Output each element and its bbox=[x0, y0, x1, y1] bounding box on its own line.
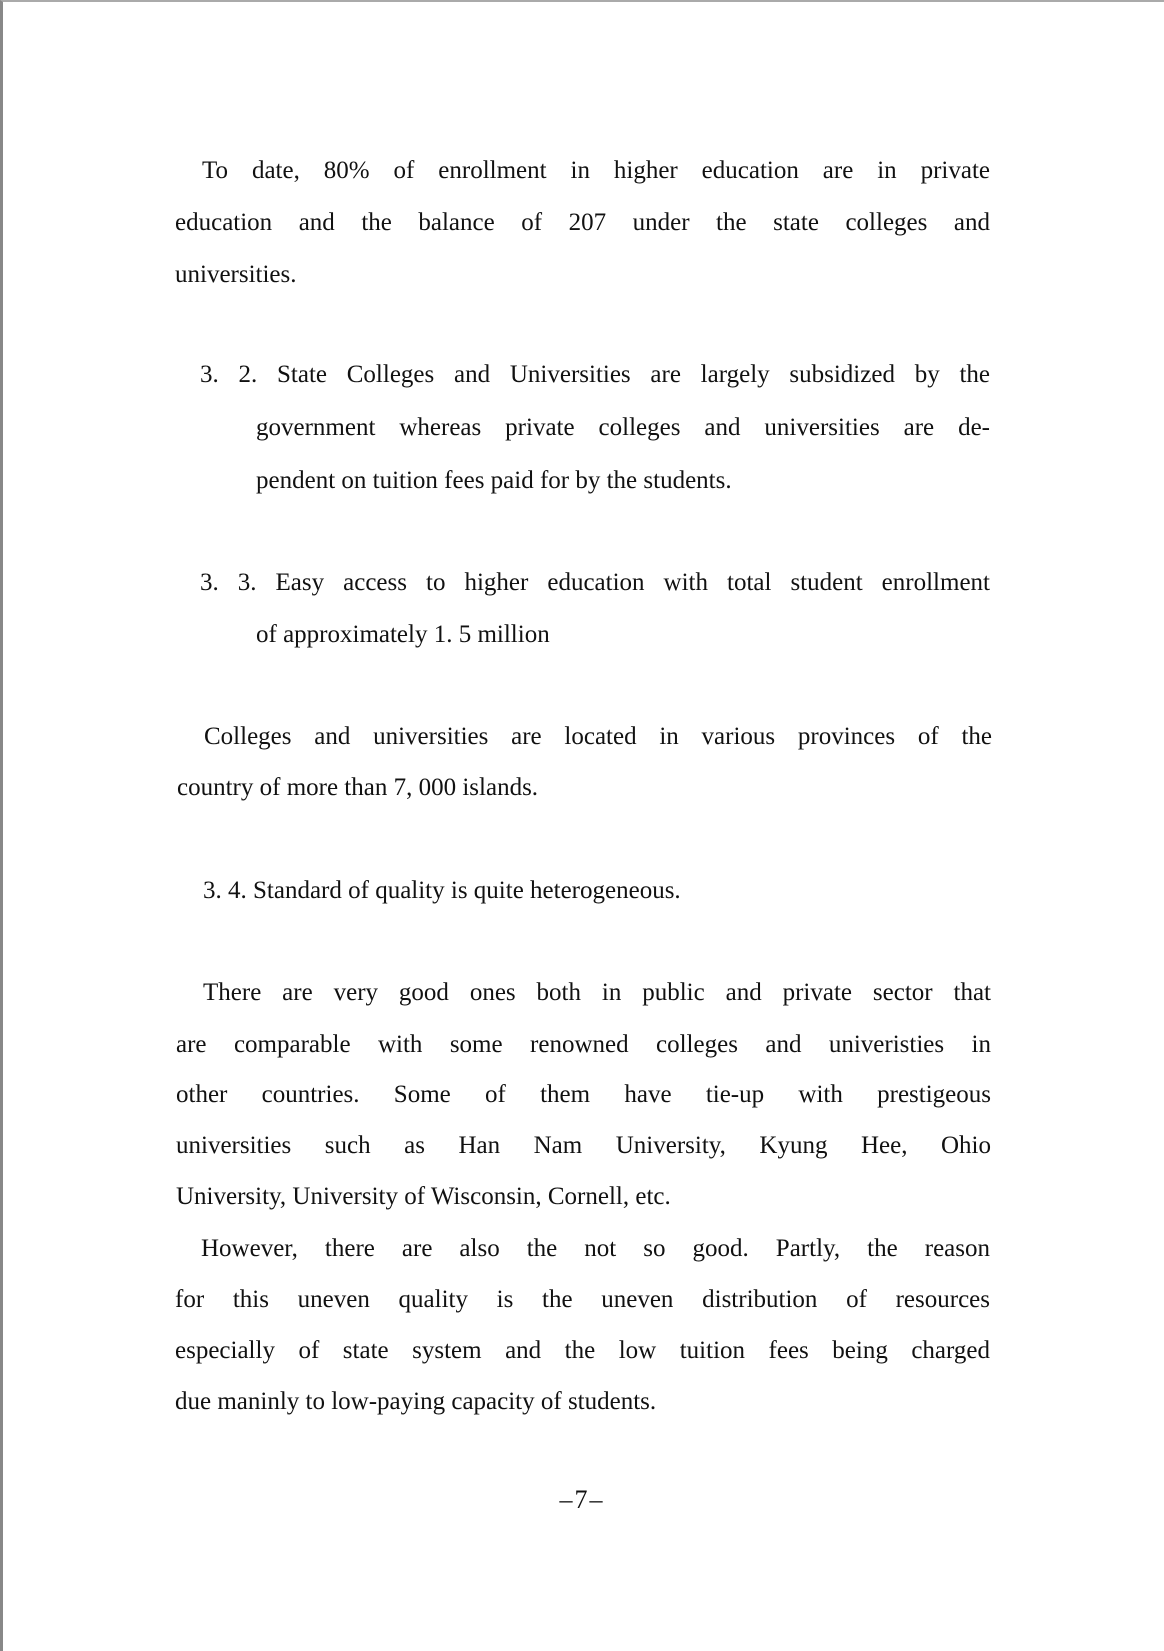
text-line: are comparable with some renowned colleges and univeristies in bbox=[176, 1031, 991, 1058]
text-line: There are very good ones both in public and private sector that bbox=[203, 979, 991, 1006]
text-line: pendent on tuition fees paid for by the students. bbox=[256, 467, 732, 494]
text-line: Colleges and universities are located in various provinces of the bbox=[204, 723, 992, 750]
text-line: universities. bbox=[175, 261, 297, 288]
text-line: especially of state system and the low tuition fees being charged bbox=[175, 1337, 990, 1364]
text-line: universities such as Han Nam University, Kyung Hee, Ohio bbox=[176, 1132, 991, 1159]
text-line: However, there are also the not so good. Partly, the reason bbox=[201, 1235, 990, 1262]
page-number: –7– bbox=[559, 1485, 605, 1514]
text-line: 3. 4. Standard of quality is quite heterogeneous. bbox=[203, 877, 681, 904]
text-line: University, University of Wisconsin, Cornell, etc. bbox=[176, 1183, 671, 1210]
text-line: 3. 2. State Colleges and Universities are largely subsidized by the bbox=[200, 361, 990, 388]
text-line: To date, 80% of enrollment in higher education are in private bbox=[202, 157, 990, 184]
text-line: government whereas private colleges and universities are de- bbox=[256, 414, 990, 441]
text-line: of approximately 1. 5 million bbox=[256, 621, 550, 648]
text-line: 3. 3. Easy access to higher education with total student enrollment bbox=[200, 569, 990, 596]
text-line: country of more than 7, 000 islands. bbox=[177, 774, 539, 801]
text-line: for this uneven quality is the uneven distribution of resources bbox=[175, 1286, 990, 1313]
text-line: other countries. Some of them have tie-up with prestigeous bbox=[176, 1081, 991, 1108]
text-line: due maninly to low-paying capacity of students. bbox=[175, 1388, 657, 1415]
text-line: education and the balance of 207 under the state colleges and bbox=[175, 209, 990, 236]
